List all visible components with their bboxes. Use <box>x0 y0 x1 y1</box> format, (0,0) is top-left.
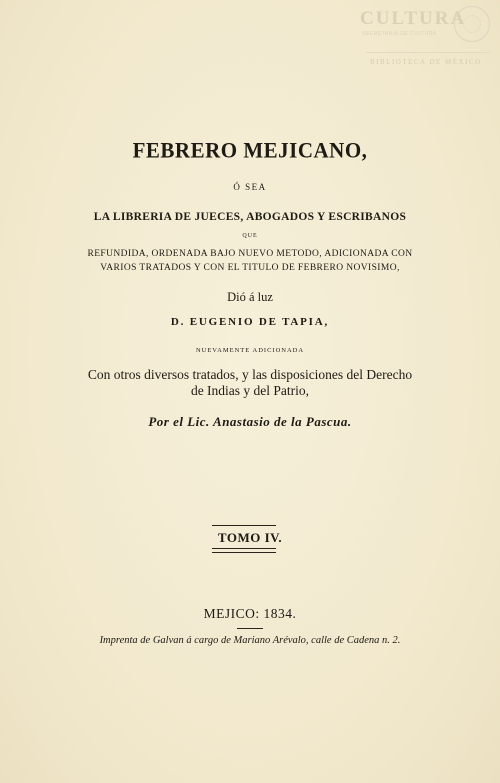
printer-imprint: Imprenta de Galvan á cargo de Mariano Arévalo, calle de Cadena n. 2. <box>99 635 401 646</box>
description-line-1: REFUNDIDA, ORDENADA BAJO NUEVO METODO, ADICIONADA CON <box>87 249 413 259</box>
place-year: MEJICO: 1834. <box>203 606 297 621</box>
seal-icon <box>454 6 490 42</box>
watermark-subtitle: SECRETARÍA DE CULTURA <box>362 31 437 37</box>
watermark-brand: CULTURA <box>360 8 467 29</box>
additions-line-2: de Indias y del Patrio, <box>190 383 310 398</box>
tomo-rule-bottom-2 <box>212 552 276 553</box>
volume-number: TOMO IV. <box>217 530 283 545</box>
imprint-rule <box>237 628 263 629</box>
author-name: D. EUGENIO DE TAPIA, <box>170 316 330 328</box>
nuevamente-text: NUEVAMENTE ADICIONADA <box>195 347 305 354</box>
watermark-library: BIBLIOTECA DE MÉXICO <box>370 58 482 66</box>
watermark-divider <box>366 52 490 53</box>
description-line-2: VARIOS TRATADOS Y CON EL TITULO DE FEBRERO NOVISIMO, <box>100 263 400 273</box>
o-sea-text: Ó SEA <box>233 182 267 192</box>
additions-line-1: Con otros diversos tratados, y las disposiciones del Derecho <box>87 367 413 382</box>
dio-a-luz-text: Dió á luz <box>227 290 273 304</box>
tomo-rule-top <box>212 525 276 526</box>
book-title: FEBRERO MEJICANO, <box>132 137 368 163</box>
que-text: QUE <box>242 233 258 239</box>
tomo-rule-bottom <box>212 548 276 549</box>
editor-credit: Por el Lic. Anastasio de la Pascua. <box>148 414 352 429</box>
library-watermark <box>360 6 490 68</box>
book-subtitle: LA LIBRERIA DE JUECES, ABOGADOS Y ESCRIBANOS <box>93 211 407 223</box>
